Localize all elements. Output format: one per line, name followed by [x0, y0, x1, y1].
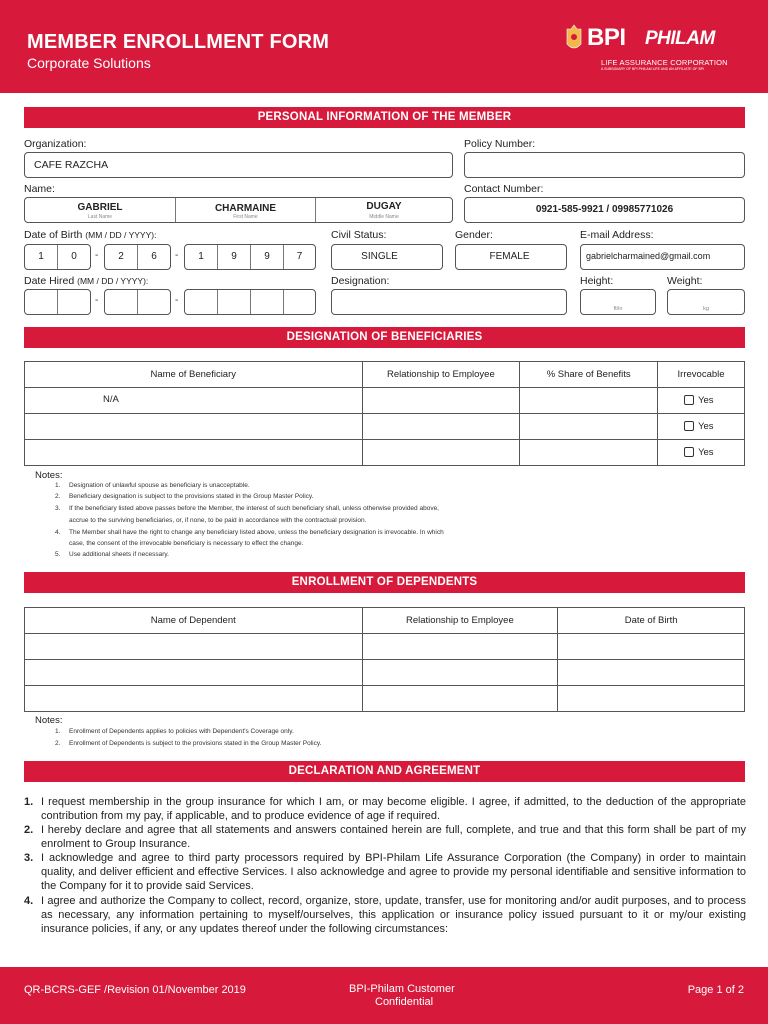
policy-number-field[interactable]	[464, 152, 745, 178]
table-row	[25, 660, 745, 686]
contact-number-label: Contact Number:	[464, 183, 544, 195]
beneficiaries-table	[24, 361, 745, 466]
hired-divider	[57, 290, 58, 314]
dependent-relationship-cell[interactable]	[362, 634, 558, 660]
section-beneficiaries: DESIGNATION OF BENEFICIARIES	[24, 327, 745, 348]
table-header: Name of Dependent	[25, 608, 363, 634]
dob-digit: 1	[38, 251, 44, 262]
hired-divider	[250, 290, 251, 314]
middle-name-value: DUGAY	[366, 201, 402, 212]
dependent-name-cell[interactable]	[25, 660, 363, 686]
logo-corp-text: LIFE ASSURANCE CORPORATION	[601, 58, 728, 67]
beneficiary-name-cell[interactable]	[25, 440, 363, 466]
dob-label-text: Date of Birth	[24, 229, 83, 241]
dob-digit: 2	[118, 251, 124, 262]
policy-number-label: Policy Number:	[464, 138, 536, 150]
declaration-item: 4. I agree and authorize the Company to collect, record, organize, store, update, transfer, use for monitoring and/or audit purposes, and to process as necessary, any information pertaining to myself/ourselves, this application or insurance policy issued pursuant to it or my/our existing insurance policies, if any, or any updates thereof under the following circumstances:	[24, 895, 746, 935]
height-label: Height:	[580, 275, 614, 287]
dob-digit: 7	[296, 251, 303, 262]
hired-divider	[283, 290, 284, 314]
last-name-hint: Last Name	[87, 214, 113, 220]
company-logo	[563, 24, 748, 74]
date-hired-format: (MM / DD / YYYY):	[77, 276, 149, 286]
email-label: E-mail Address:	[580, 229, 654, 241]
beneficiary-relationship-cell[interactable]	[362, 414, 520, 440]
first-name-hint: First Name	[233, 214, 258, 220]
irrevocable-label: Yes	[698, 395, 714, 406]
dob-separator: -	[175, 250, 179, 261]
irrevocable-checkbox[interactable]	[684, 421, 694, 431]
declaration-item: 1. I request membership in the group insurance for which I am, or may become eligible. I agree, if admitted, to the deduction of the appropriate contribution from my pay, if applicable, and to produce evidence of age if required.	[24, 796, 746, 822]
middle-name-hint: Middle Name	[369, 214, 399, 220]
contact-number-value: 0921-585-9921 / 09985771026	[535, 204, 674, 215]
beneficiary-share-cell[interactable]	[520, 414, 658, 440]
civil-status-label: Civil Status:	[331, 229, 387, 241]
first-name-value: CHARMAINE	[214, 203, 277, 214]
name-label: Name:	[24, 183, 55, 195]
beneficiary-name-cell[interactable]: N/A	[25, 388, 363, 414]
dob-digit: 9	[231, 251, 237, 262]
email-value: gabrielcharmained@gmail.com	[586, 251, 711, 261]
form-title: MEMBER ENROLLMENT FORM	[27, 31, 330, 53]
organization-label: Organization:	[24, 138, 87, 150]
irrevocable-cell	[658, 388, 745, 414]
irrevocable-label: Yes	[698, 447, 714, 458]
confidentiality-label	[349, 983, 455, 1009]
dob-digit: 0	[71, 251, 77, 262]
table-header: Irrevocable	[658, 362, 745, 388]
dob-digit: 6	[151, 251, 157, 262]
hired-divider	[137, 290, 138, 314]
weight-unit: kg	[703, 306, 709, 312]
dependent-dob-cell[interactable]	[558, 686, 745, 712]
confidentiality-line: Confidential	[375, 996, 434, 1008]
beneficiary-notes-title: Notes:	[35, 470, 63, 481]
header-band	[0, 0, 768, 93]
beneficiary-share-cell[interactable]	[520, 388, 658, 414]
date-hired-label	[24, 275, 148, 287]
table-header: % Share of Benefits	[520, 362, 658, 388]
dependent-name-cell[interactable]	[25, 686, 363, 712]
section-dependents: ENROLLMENT OF DEPENDENTS	[24, 572, 745, 593]
dob-digit: 1	[198, 251, 204, 262]
beneficiary-relationship-cell[interactable]	[362, 440, 520, 466]
hired-divider	[217, 290, 218, 314]
irrevocable-label: Yes	[698, 421, 714, 432]
dependent-dob-cell[interactable]	[558, 660, 745, 686]
form-subtitle: Corporate Solutions	[27, 55, 151, 71]
gender-label: Gender:	[455, 229, 493, 241]
table-header: Relationship to Employee	[362, 608, 558, 634]
irrevocable-checkbox[interactable]	[684, 395, 694, 405]
dob-format: (MM / DD / YYYY):	[85, 230, 157, 240]
date-hired-label-text: Date Hired	[24, 275, 75, 287]
table-row	[25, 414, 745, 440]
table-header: Relationship to Employee	[362, 362, 520, 388]
dob-digit: 9	[264, 251, 270, 262]
irrevocable-checkbox[interactable]	[684, 447, 694, 457]
hired-separator: -	[175, 295, 179, 306]
height-unit: ft/in	[613, 306, 623, 312]
weight-label: Weight:	[667, 275, 703, 287]
table-header: Name of Beneficiary	[25, 362, 363, 388]
beneficiary-relationship-cell[interactable]	[362, 388, 520, 414]
table-header: Date of Birth	[558, 608, 745, 634]
organization-value: CAFE RAZCHA	[34, 159, 109, 171]
beneficiary-name-cell[interactable]	[25, 414, 363, 440]
logo-subsidiary-text: A SUBSIDIARY OF BPI PHILAM LIFE AND AN AFFILIATE OF BPI	[601, 67, 705, 71]
dob-separator: -	[95, 250, 99, 261]
designation-label: Designation:	[331, 275, 390, 287]
gender-value: FEMALE	[489, 251, 530, 262]
beneficiary-share-cell[interactable]	[520, 440, 658, 466]
logo-philam-text: PHILAM	[645, 28, 715, 49]
footer-band	[0, 967, 768, 1024]
dependent-relationship-cell[interactable]	[362, 660, 558, 686]
declaration-item: 3. I acknowledge and agree to third party processors required by BPI-Philam Life Assurance Corporation (the Company) in order to maintain quality, and deliver efficient and effective Services. I also acknowledge and agree to provide my personal identifiable and sensitive information to the Company for it to provide said Services.	[24, 852, 746, 892]
form-code: QR-BCRS-GEF /Revision 01/November 2019	[24, 984, 246, 996]
section-declaration: DECLARATION AND AGREEMENT	[24, 761, 745, 782]
last-name-value: GABRIEL	[77, 202, 123, 213]
irrevocable-cell	[658, 414, 745, 440]
civil-status-value: SINGLE	[361, 251, 398, 262]
dob-label	[24, 229, 156, 241]
lion-seal-icon	[565, 24, 583, 52]
irrevocable-cell	[658, 440, 745, 466]
table-row	[25, 388, 745, 414]
dependent-notes-title: Notes:	[35, 715, 63, 726]
hired-separator: -	[95, 295, 99, 306]
dependent-dob-cell[interactable]	[558, 634, 745, 660]
designation-field[interactable]	[331, 289, 567, 315]
section-personal-info: PERSONAL INFORMATION OF THE MEMBER	[24, 107, 745, 128]
table-row	[25, 686, 745, 712]
dependents-table	[24, 607, 745, 712]
page-number: Page 1 of 2	[687, 984, 744, 996]
dependent-name-cell[interactable]	[25, 634, 363, 660]
dependent-relationship-cell[interactable]	[362, 686, 558, 712]
confidentiality-line: BPI-Philam Customer	[349, 983, 455, 995]
table-row	[25, 440, 745, 466]
declaration-item: 2. I hereby declare and agree that all statements and answers contained herein are full, complete, and true and that this form shall be part of my enrolment to Group Insurance.	[24, 824, 746, 850]
logo-bpi-text: BPI	[587, 24, 626, 51]
table-row	[25, 634, 745, 660]
